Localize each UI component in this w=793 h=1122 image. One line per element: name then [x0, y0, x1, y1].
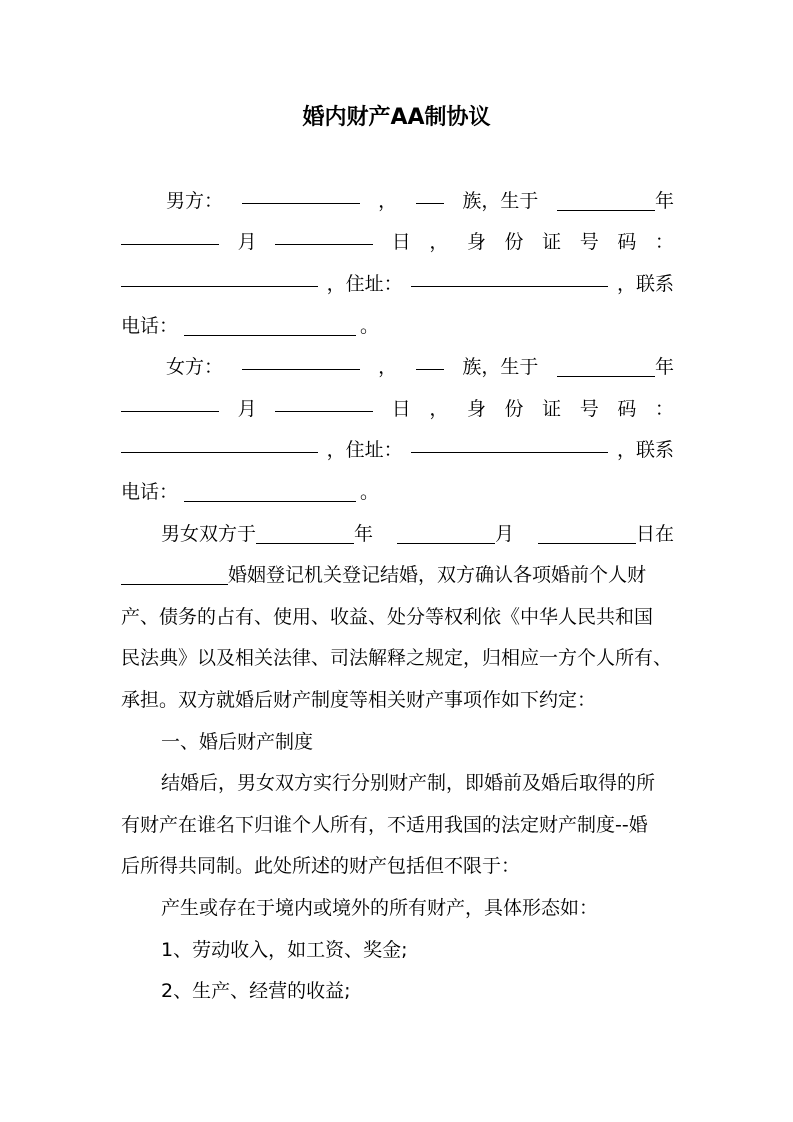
section-1-heading: 一、婚后财产制度 — [161, 731, 314, 753]
document-title: 婚内财产AA制协议 — [302, 105, 491, 130]
wife-id-number-blank[interactable] — [121, 430, 318, 453]
marriage-day-label: 日在 — [635, 523, 674, 545]
wife-address-blank[interactable] — [411, 430, 608, 453]
husband-birth-year-blank[interactable] — [557, 188, 655, 211]
husband-phone-blank[interactable] — [184, 313, 356, 336]
husband-nation-blank[interactable] — [416, 181, 444, 204]
wife-address-label: ，住址： — [326, 439, 403, 461]
husband-line-2 — [121, 222, 674, 262]
wife-id-char-2: 身 — [466, 398, 486, 420]
husband-id-char-4: 证 — [542, 231, 562, 253]
marriage-line-5: 承担。双方就婚后财产制度等相关财产事项作如下约定： — [121, 689, 597, 711]
section-1-line-3: 后所得共同制。此处所述的财产包括但不限于： — [121, 855, 521, 877]
wife-line-3 — [121, 430, 674, 470]
wife-id-char-5: 号 — [579, 398, 599, 420]
husband-comma: ， — [378, 190, 398, 212]
marriage-line-4: 民法典》以及相关法律、司法解释之规定，归相应一方个人所有、 — [121, 647, 673, 669]
wife-name-blank[interactable] — [242, 347, 360, 370]
wife-phone-blank[interactable] — [184, 479, 356, 502]
husband-id-char-7: ： — [654, 231, 674, 253]
list-item-1: 1、劳动收入，如工资、奖金; — [161, 939, 408, 961]
wife-nation-label: 族，生于 — [462, 356, 539, 378]
husband-contact-label: ，联系 — [616, 273, 674, 295]
husband-label: 男方： — [166, 190, 224, 212]
section-1-line-1: 结婚后，男女双方实行分别财产制，即婚前及婚后取得的所 — [161, 772, 656, 794]
wife-year-label: 年 — [654, 356, 674, 378]
section-1-line-2: 有财产在谁名下归谁个人所有，不适用我国的法定财产制度--婚 — [121, 814, 648, 836]
husband-line-4 — [121, 306, 379, 346]
husband-id-char-5: 号 — [579, 231, 599, 253]
marriage-line-3: 产、债务的占有、使用、收益、处分等权利依《中华人民共和国 — [121, 606, 654, 628]
marriage-day-blank[interactable] — [538, 521, 636, 544]
wife-birth-month-blank[interactable] — [121, 389, 219, 412]
husband-id-char-6: 码 — [617, 231, 637, 253]
marriage-year-label: 年 — [354, 523, 374, 545]
wife-id-char-7: ： — [654, 398, 674, 420]
marriage-month-blank[interactable] — [397, 521, 495, 544]
husband-name-blank[interactable] — [242, 181, 360, 204]
husband-phone-label: 电话： — [121, 315, 179, 337]
husband-id-char-2: 身 — [466, 231, 486, 253]
wife-phone-label: 电话： — [121, 481, 179, 503]
wife-contact-label: ，联系 — [616, 439, 674, 461]
marriage-month-label: 月 — [495, 523, 515, 545]
husband-day-label: 日 — [391, 231, 411, 253]
husband-year-label: 年 — [654, 190, 674, 212]
property-intro: 产生或存在于境内或境外的所有财产，具体形态如： — [161, 897, 599, 919]
husband-id-char-1: ， — [429, 231, 449, 253]
wife-end: 。 — [360, 481, 380, 503]
marriage-line-1 — [121, 514, 674, 554]
wife-id-char-1: ， — [429, 398, 449, 420]
wife-birth-day-blank[interactable] — [275, 389, 373, 412]
marriage-line-2 — [121, 555, 646, 595]
wife-line-1 — [121, 347, 674, 387]
wife-id-char-6: 码 — [617, 398, 637, 420]
husband-end: 。 — [360, 315, 380, 337]
husband-nation-label: 族，生于 — [462, 190, 539, 212]
husband-birth-month-blank[interactable] — [121, 222, 219, 245]
husband-birth-day-blank[interactable] — [275, 222, 373, 245]
marriage-year-blank[interactable] — [256, 521, 354, 544]
husband-address-label: ，住址： — [326, 273, 403, 295]
wife-nation-blank[interactable] — [416, 347, 444, 370]
registry-office-blank[interactable] — [121, 562, 228, 585]
wife-comma: ， — [378, 356, 398, 378]
wife-id-char-3: 份 — [504, 398, 524, 420]
husband-line-3 — [121, 264, 674, 304]
wife-line-2 — [121, 389, 674, 429]
list-item-2: 2、生产、经营的收益; — [161, 980, 351, 1002]
wife-birth-year-blank[interactable] — [557, 354, 655, 377]
husband-id-number-blank[interactable] — [121, 264, 318, 287]
wife-month-label: 月 — [237, 398, 257, 420]
husband-month-label: 月 — [237, 231, 257, 253]
husband-address-blank[interactable] — [411, 264, 608, 287]
marriage-prefix: 男女双方于 — [161, 523, 257, 545]
husband-line-1 — [121, 181, 674, 221]
wife-label: 女方： — [166, 356, 224, 378]
wife-id-char-4: 证 — [542, 398, 562, 420]
husband-id-char-3: 份 — [504, 231, 524, 253]
wife-line-4 — [121, 472, 379, 512]
wife-day-label: 日 — [391, 398, 411, 420]
marriage-line-2-text: 婚姻登记机关登记结婚，双方确认各项婚前个人财 — [228, 564, 647, 586]
